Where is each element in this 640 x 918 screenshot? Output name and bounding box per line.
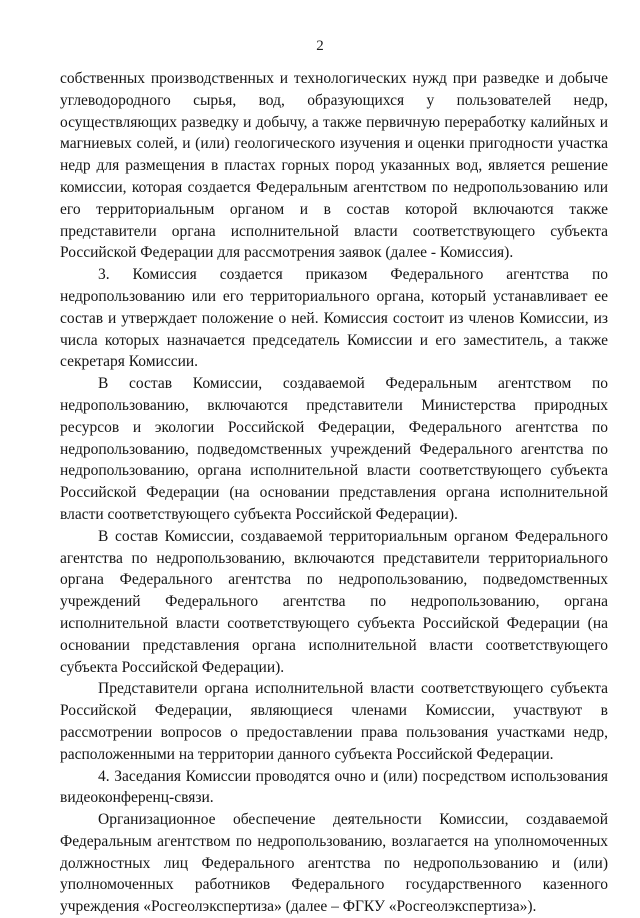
document-body bbox=[60, 68, 608, 918]
paragraph-representatives: Представители органа исполнительной власти соответствующего субъекта Российской Федерации, являющиеся членами Комиссии, участвуют в рассмотрении вопросов о предоставлении права пользования участками недр, расположенными на территории данного субъекта Российской Федерации. bbox=[60, 680, 608, 763]
paragraph-item-3: 3. Комиссия создается приказом Федерального агентства по недропользованию или его территориального органа, который устанавливает ее состав и утверждает положение о ней. Комиссия состоит из членов Комиссии, из числа которых назначается председатель Комиссии и его заместитель, а также секретаря Комиссии. bbox=[60, 266, 608, 371]
paragraph-commission-territorial: В состав Комиссии, создаваемой территориальным органом Федерального агентства по недропользованию, включаются представители территориального органа Федерального агентства по недропользованию, подведомственных учреждений Федерального агентства по недропользованию, органа исполнительной власти соответствующего субъекта Российской Федерации (на основании представления органа исполнительной власти соответствующего субъекта Российской Федерации). bbox=[60, 527, 608, 676]
paragraph-item-4: 4. Заседания Комиссии проводятся очно и (или) посредством использования видеоконференц-связи. bbox=[60, 767, 608, 807]
paragraph-continuation: собственных производственных и технологических нужд при разведке и добыче углеводородного сырья, вод, образующихся у пользователей недр, осуществляющих разведку и добычу, а также первичную переработку калийных и магниевых солей, и (или) геологического изучения и оценки пригодности участка недр для размещения в пластах горных пород указанных вод, является решение комиссии, которая создается Федеральным агентством по недропользованию или его территориальным органом и в состав которой включаются также представители органа исполнительной власти соответствующего субъекта Российской Федерации для рассмотрения заявок (далее - Комиссия). bbox=[60, 70, 608, 262]
paragraph-commission-federal: В состав Комиссии, создаваемой Федеральным агентством по недропользованию, включаются представители Министерства природных ресурсов и экологии Российской Федерации, Федерального агентства по недропользованию, подведомственных учреждений Федерального агентства по недропользованию, органа исполнительной власти соответствующего субъекта Российской Федерации (на основании представления органа исполнительной власти соответствующего субъекта Российской Федерации). bbox=[60, 375, 608, 523]
page-number: 2 bbox=[316, 38, 324, 54]
paragraph-organizational-support: Организационное обеспечение деятельности Комиссии, создаваемой Федеральным агентством по недропользованию, возлагается на уполномоченных должностных лиц Федерального агентства по недропользованию и (или) уполномоченных работников Федерального государственного казенного учреждения «Росгеолэкспертиза» (далее – ФГКУ «Росгеолэкспертиза»). bbox=[60, 811, 608, 916]
